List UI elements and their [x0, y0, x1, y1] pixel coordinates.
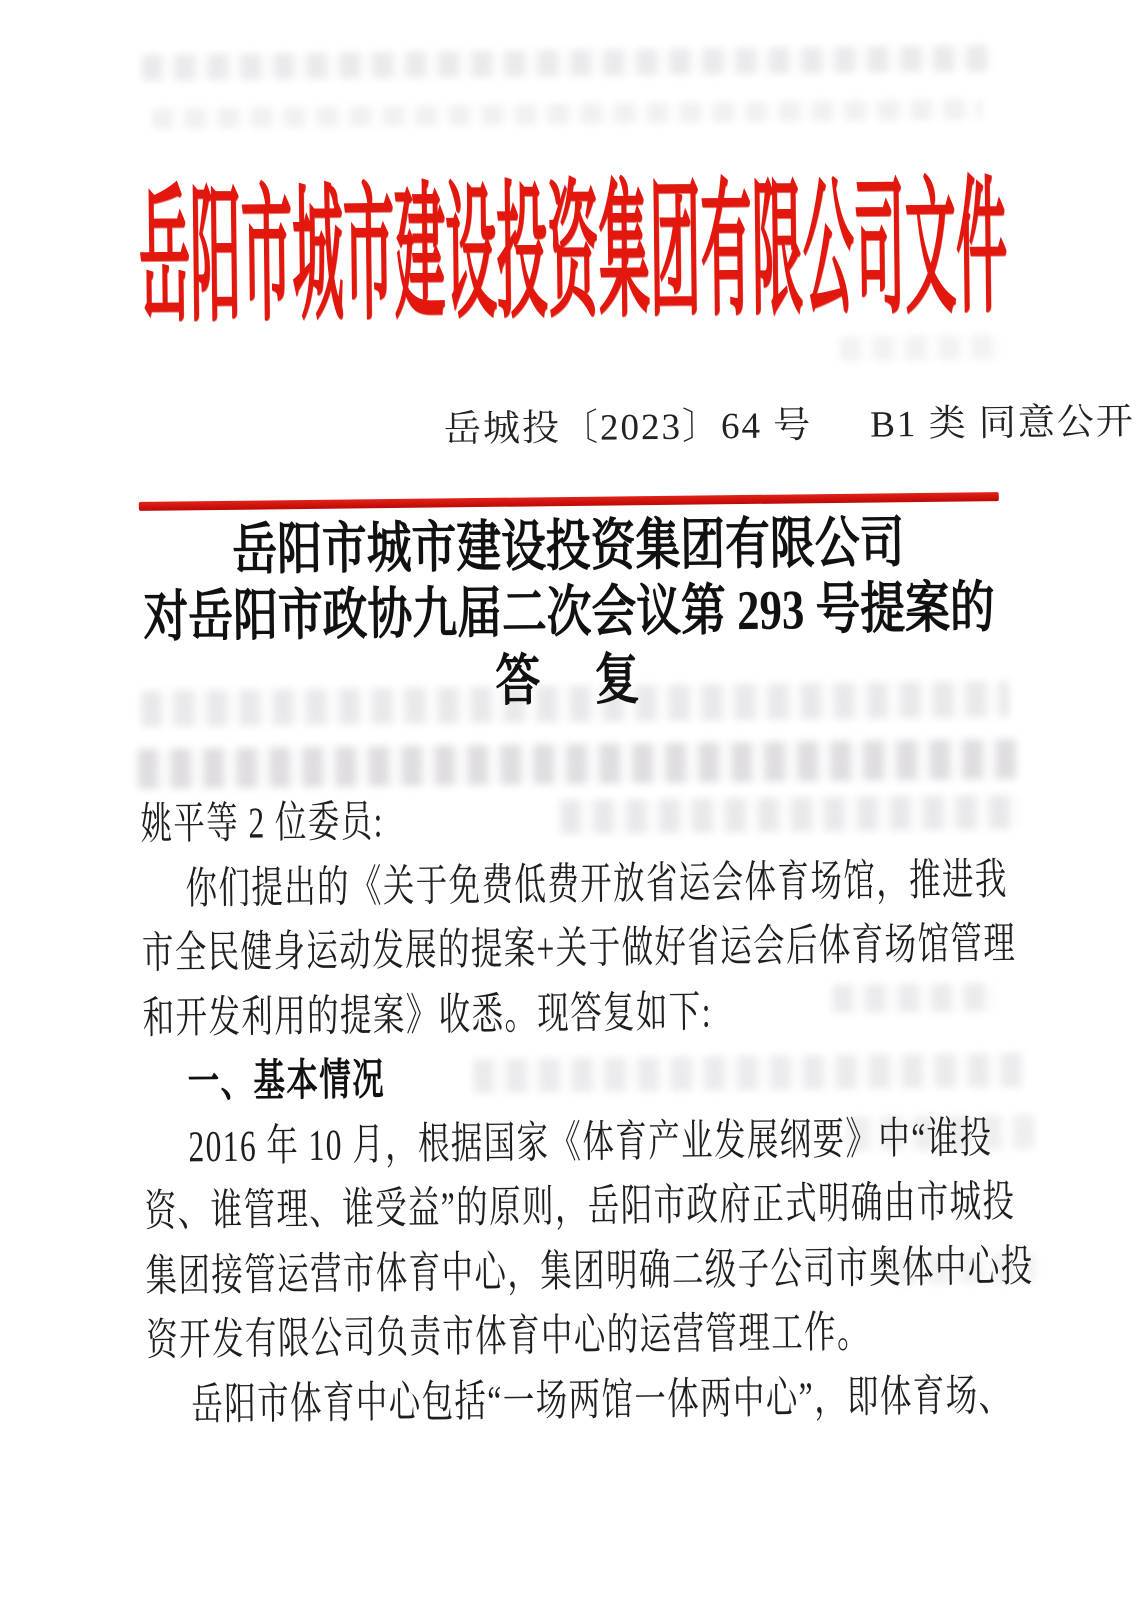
bleed-through-smudge [152, 99, 982, 128]
body-section-heading: 一、基本情况 [187, 1055, 386, 1107]
bleed-through-smudge [142, 45, 992, 81]
body-line: 资开发有限公司负责市体育中心的运营管理工作。 [146, 1307, 871, 1365]
body-line: 集团接管运营市体育中心，集团明确二级子公司市奥体中心投 [145, 1241, 1034, 1301]
body-line: 岳阳市体育中心包括“一场两馆一体两中心”，即体育场、 [191, 1371, 1012, 1430]
document-title-line-2: 对岳阳市政协九届二次会议第 293 号提案的 [143, 577, 996, 649]
body-line: 和开发利用的提案》收悉。现答复如下: [142, 987, 713, 1043]
document-number: 岳城投〔2023〕64 号 [443, 405, 813, 451]
bleed-through-smudge [138, 739, 1018, 789]
body-line: 你们提出的《关于免费低费开放省运会体育场馆，推进我 [185, 855, 1009, 914]
document-title-line-3: 答 复 [495, 649, 645, 713]
body-line: 市全民健身运动发展的提案+关于做好省运会后体育场馆管理 [141, 918, 1017, 978]
document-title-line-1: 岳阳市城市建设投资集团有限公司 [232, 512, 905, 582]
document-number-line [444, 392, 1135, 452]
body-line: 2016 年 10 月，根据国家《体育产业发展纲要》中“谁投 [188, 1113, 993, 1172]
red-divider-line [139, 492, 999, 511]
document-masthead [138, 167, 1008, 341]
document-classification: B1 类 同意公开 [870, 401, 1136, 446]
body-line: 资、谁管理、谁受益”的原则，岳阳市政府正式明确由市城投 [144, 1176, 1016, 1236]
masthead-title-text: 岳阳市城市建设投资集团有限公司文件 [138, 167, 1008, 341]
body-line-salutation: 姚平等 2 位委员: [140, 797, 385, 849]
bleed-through-smudge [840, 335, 1005, 361]
